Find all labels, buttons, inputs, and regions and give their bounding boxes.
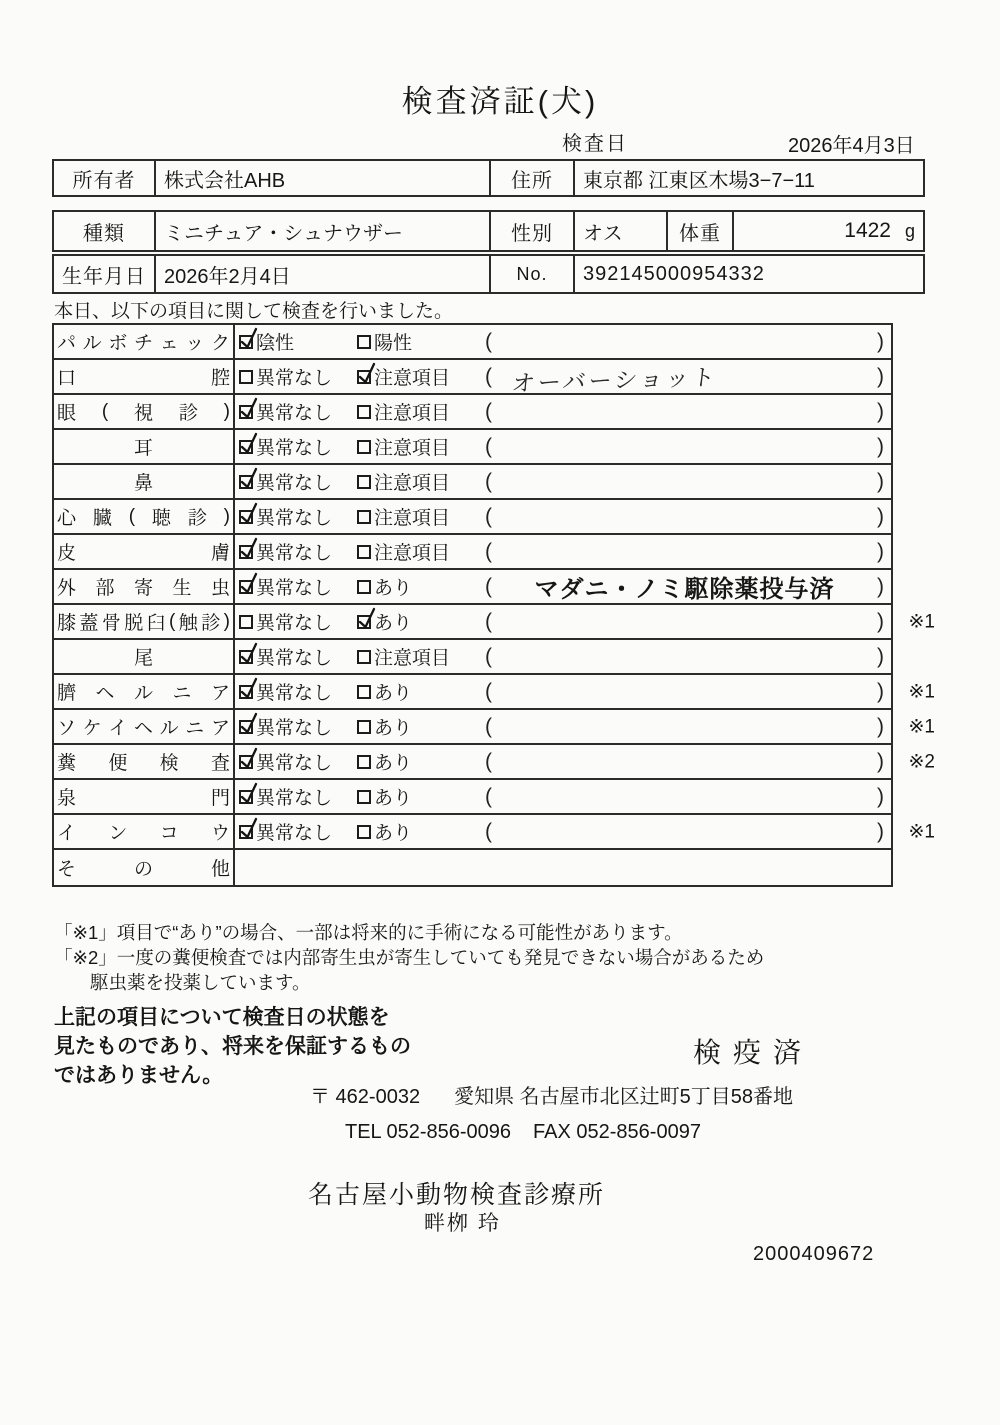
exam-option	[239, 538, 357, 565]
paren-open: (	[485, 749, 492, 773]
weight-cell	[734, 212, 923, 250]
remarks-area	[485, 715, 891, 739]
exam-option	[357, 818, 485, 845]
exam-option	[357, 363, 485, 390]
exam-row	[54, 780, 891, 815]
option-label: あり	[374, 578, 413, 599]
checkbox-icon	[239, 370, 253, 384]
checkbox-checked-icon	[239, 685, 253, 699]
exam-row	[54, 745, 935, 780]
fax-number: FAX 052-856-0097	[533, 1121, 701, 1143]
exam-row	[54, 640, 891, 675]
weight-unit: g	[904, 220, 915, 241]
breed-label: 種類	[54, 212, 156, 250]
checkbox-checked-icon	[239, 755, 253, 769]
exam-option	[239, 818, 357, 845]
exam-option	[357, 748, 485, 775]
disclaimer-line-3: ではありません。	[54, 1064, 224, 1087]
remarks-area	[485, 470, 891, 494]
checkbox-icon	[357, 475, 371, 489]
no-value: 392145000954332	[583, 262, 765, 285]
option-label: 異常なし	[256, 543, 333, 564]
exam-option	[357, 433, 485, 460]
exam-row-label: 鼻	[54, 465, 235, 498]
footnotes	[54, 920, 764, 995]
clinic-address-line	[310, 1080, 793, 1109]
exam-option	[357, 643, 485, 670]
option-label: あり	[374, 788, 413, 809]
weight-label: 体重	[668, 212, 734, 250]
option-label: 陽性	[374, 333, 413, 354]
disclaimer-line-1: 上記の項目について検査日の状態を	[54, 1006, 390, 1029]
checkbox-icon	[357, 510, 371, 524]
exam-row-label: 膝 蓋 骨 脱 臼 ( 触 診 )	[54, 605, 235, 638]
paren-open: (	[485, 819, 492, 843]
paren-close: )	[877, 399, 884, 423]
clinic-address: 愛知県 名古屋市北区辻町5丁目58番地	[454, 1086, 794, 1108]
exam-row-label: 眼 ( 視 診 )	[54, 395, 235, 428]
exam-option	[357, 328, 485, 355]
checkbox-checked-icon	[357, 615, 371, 629]
paren-open: (	[485, 539, 492, 563]
exam-row-label: パ ル ボ チ ェ ッ ク	[54, 325, 235, 358]
checkbox-icon	[357, 825, 371, 839]
exam-row	[54, 395, 891, 430]
paren-open: (	[485, 784, 492, 808]
paren-close: )	[877, 434, 884, 458]
remarks-area	[485, 750, 891, 774]
checkbox-icon	[357, 440, 371, 454]
intro-text: 本日、以下の項目に関して検査を行いました。	[54, 301, 454, 322]
exam-row	[54, 430, 891, 465]
checkbox-checked-icon	[357, 370, 371, 384]
exam-row-label: 臍 ヘ ル ニ ア	[54, 675, 235, 708]
exam-row-content	[235, 465, 891, 498]
weight-value: 1422	[844, 219, 891, 242]
exam-option	[239, 748, 357, 775]
exam-row	[54, 570, 891, 605]
exam-row-label: 泉 門	[54, 780, 235, 813]
exam-row-label: 尾	[54, 640, 235, 673]
remarks-area	[485, 540, 891, 564]
paren-open: (	[485, 609, 492, 633]
exam-option	[357, 678, 485, 705]
exam-row-content	[235, 325, 891, 358]
serial-number: 2000409672	[753, 1243, 875, 1265]
exam-row	[54, 325, 891, 360]
checkbox-icon	[357, 755, 371, 769]
option-label: あり	[374, 753, 413, 774]
exam-row-content	[235, 605, 891, 638]
inspection-date-value: 2026年4月3日	[788, 135, 915, 157]
option-label: 注意項目	[374, 368, 451, 389]
remarks-area	[485, 610, 891, 634]
paren-close: )	[877, 644, 884, 668]
exam-row	[54, 360, 891, 395]
birthdate-value: 2026年2月4日	[156, 256, 491, 292]
exam-row	[54, 675, 935, 710]
option-label: あり	[374, 823, 413, 844]
paren-open: (	[485, 644, 492, 668]
exam-row	[54, 535, 891, 570]
checkbox-checked-icon	[239, 545, 253, 559]
address-value: 東京都 江東区木場3−7−11	[583, 169, 815, 192]
owner-label: 所有者	[54, 161, 156, 195]
checkbox-icon	[357, 405, 371, 419]
exam-option	[357, 398, 485, 425]
exam-option	[357, 573, 485, 600]
paren-open: (	[485, 574, 492, 598]
exam-row-label: 心 臓 ( 聴 診 )	[54, 500, 235, 533]
veterinarian-name: 畔栁 玲	[424, 1212, 501, 1235]
exam-option	[357, 538, 485, 565]
option-label: 注意項目	[374, 473, 451, 494]
footnote-mark: ※2	[908, 751, 935, 772]
inspection-date-label: 検査日	[562, 133, 628, 155]
exam-option	[357, 713, 485, 740]
paren-open: (	[485, 714, 492, 738]
exam-row-label: イ ン コ ウ	[54, 815, 235, 848]
exam-row-label: ソ ケ イ ヘ ル ニ ア	[54, 710, 235, 743]
checkbox-checked-icon	[239, 580, 253, 594]
remarks-area	[485, 400, 891, 424]
exam-row-content	[235, 500, 891, 533]
exam-row-label: 口 腔	[54, 360, 235, 393]
exam-option	[357, 608, 485, 635]
checkbox-icon	[357, 545, 371, 559]
exam-row-content	[235, 395, 891, 428]
checkbox-checked-icon	[239, 790, 253, 804]
paren-close: )	[877, 329, 884, 353]
option-label: 異常なし	[256, 823, 333, 844]
exam-row-content	[235, 570, 891, 603]
exam-row-content	[235, 780, 891, 813]
exam-row	[54, 605, 935, 640]
exam-row-content	[235, 850, 891, 885]
paren-open: (	[485, 399, 492, 423]
checkbox-checked-icon	[239, 475, 253, 489]
exam-option	[357, 503, 485, 530]
option-label: 異常なし	[256, 438, 333, 459]
checkbox-icon	[357, 720, 371, 734]
exam-row-label: 皮 膚	[54, 535, 235, 568]
page-title: 検査済証(犬)	[401, 84, 599, 119]
checkbox-checked-icon	[239, 335, 253, 349]
footnote-1: 「※1」項目で“あり”の場合、一部は将来的に手術になる可能性があります。	[54, 922, 683, 943]
option-label: 異常なし	[256, 788, 333, 809]
exam-option	[239, 398, 357, 425]
exam-option	[239, 503, 357, 530]
sex-value: オス	[575, 212, 668, 250]
exam-row	[54, 465, 891, 500]
no-label: No.	[491, 256, 575, 292]
footnote-2-cont: 駆虫薬を投薬しています。	[90, 972, 311, 993]
sex-label: 性別	[491, 212, 575, 250]
remarks-area	[485, 330, 891, 354]
remarks-area	[485, 505, 891, 529]
owner-value: 株式会社AHB	[156, 161, 491, 195]
exam-option	[357, 783, 485, 810]
breed-value: ミニチュア・シュナウザー	[156, 212, 491, 250]
option-label: 陰性	[256, 333, 295, 354]
checkbox-checked-icon	[239, 405, 253, 419]
option-label: 異常なし	[256, 403, 333, 424]
exam-option	[239, 468, 357, 495]
checkbox-icon	[357, 580, 371, 594]
option-label: あり	[374, 718, 413, 739]
remarks-area	[485, 785, 891, 809]
option-label: 異常なし	[256, 368, 333, 389]
owner-box	[52, 159, 925, 197]
paren-close: )	[877, 469, 884, 493]
birth-box	[52, 254, 925, 294]
paren-close: )	[877, 539, 884, 563]
exam-table	[52, 323, 935, 887]
remarks-area	[485, 645, 891, 669]
exam-row	[54, 815, 935, 850]
remarks-area	[485, 360, 891, 397]
remarks-area	[485, 680, 891, 704]
option-label: 異常なし	[256, 613, 333, 634]
exam-option	[239, 608, 357, 635]
exam-row-label: そ の 他	[54, 850, 235, 885]
option-label: 異常なし	[256, 648, 333, 669]
exam-row	[54, 500, 891, 535]
exam-row-content	[235, 675, 891, 708]
exam-row	[54, 710, 935, 745]
exam-row	[54, 850, 891, 885]
paren-open: (	[485, 434, 492, 458]
exam-option	[239, 643, 357, 670]
paren-open: (	[485, 504, 492, 528]
exam-row-content	[235, 640, 891, 673]
address-label: 住所	[491, 161, 575, 195]
paren-close: )	[877, 364, 884, 388]
paren-close: )	[877, 679, 884, 703]
footnote-mark: ※1	[908, 821, 935, 842]
paren-close: )	[877, 504, 884, 528]
footnote-mark: ※1	[908, 611, 935, 632]
exam-option	[239, 713, 357, 740]
option-label: 異常なし	[256, 753, 333, 774]
exam-row-content	[235, 430, 891, 463]
disclaimer	[54, 1003, 411, 1090]
info-box	[52, 210, 925, 252]
exam-option	[239, 363, 357, 390]
paren-open: (	[485, 364, 492, 388]
option-label: 注意項目	[374, 508, 451, 529]
remarks-area	[485, 435, 891, 459]
footnote-mark: ※1	[908, 716, 935, 737]
remarks-area	[485, 820, 891, 844]
option-label: 異常なし	[256, 718, 333, 739]
option-label: あり	[374, 613, 413, 634]
exam-row-content	[235, 535, 891, 568]
tel-fax-line	[345, 1121, 701, 1144]
paren-close: )	[877, 784, 884, 808]
exam-row-content	[235, 815, 891, 848]
exam-option	[357, 468, 485, 495]
exam-row-content	[235, 360, 891, 397]
remark-printed: マダニ・ノミ駆除薬投与済	[534, 576, 835, 603]
paren-close: )	[877, 714, 884, 738]
checkbox-icon	[357, 335, 371, 349]
checkbox-checked-icon	[239, 825, 253, 839]
exam-option	[239, 433, 357, 460]
paren-open: (	[485, 679, 492, 703]
exam-option	[239, 678, 357, 705]
option-label: 注意項目	[374, 403, 451, 424]
remark-handwritten: オーバーショット	[510, 363, 720, 397]
checkbox-checked-icon	[239, 440, 253, 454]
checkbox-checked-icon	[239, 720, 253, 734]
exam-option	[239, 573, 357, 600]
quarantine-stamp: 検疫済	[693, 1037, 814, 1068]
footnote-mark: ※1	[908, 681, 935, 702]
exam-row-content	[235, 710, 891, 743]
checkbox-checked-icon	[239, 510, 253, 524]
checkbox-icon	[357, 685, 371, 699]
checkbox-icon	[239, 615, 253, 629]
paren-close: )	[877, 749, 884, 773]
exam-option	[239, 328, 357, 355]
exam-row-label: 外 部 寄 生 虫	[54, 570, 235, 603]
exam-row-content	[235, 745, 891, 778]
tel-number: TEL 052-856-0096	[345, 1121, 512, 1143]
option-label: 異常なし	[256, 683, 333, 704]
paren-close: )	[877, 609, 884, 633]
option-label: 異常なし	[256, 473, 333, 494]
exam-row-label: 耳	[54, 430, 235, 463]
paren-open: (	[485, 469, 492, 493]
checkbox-icon	[357, 790, 371, 804]
paren-close: )	[877, 574, 884, 598]
paren-close: )	[877, 819, 884, 843]
option-label: あり	[374, 683, 413, 704]
option-label: 異常なし	[256, 578, 333, 599]
option-label: 注意項目	[374, 543, 451, 564]
exam-option	[239, 783, 357, 810]
postal-code: 〒 462-0032	[310, 1086, 421, 1108]
birthdate-label: 生年月日	[54, 256, 156, 292]
option-label: 異常なし	[256, 508, 333, 529]
exam-row-label: 糞 便 検 査	[54, 745, 235, 778]
checkbox-icon	[357, 650, 371, 664]
disclaimer-line-2: 見たものであり、将来を保証するもの	[54, 1035, 411, 1058]
option-label: 注意項目	[374, 648, 451, 669]
remarks-area	[485, 569, 891, 604]
footnote-2: 「※2」一度の糞便検査では内部寄生虫が寄生していても発見できない場合があるため	[54, 947, 765, 968]
clinic-name: 名古屋小動物検査診療所	[308, 1181, 606, 1209]
option-label: 注意項目	[374, 438, 451, 459]
paren-open: (	[485, 329, 492, 353]
checkbox-checked-icon	[239, 650, 253, 664]
